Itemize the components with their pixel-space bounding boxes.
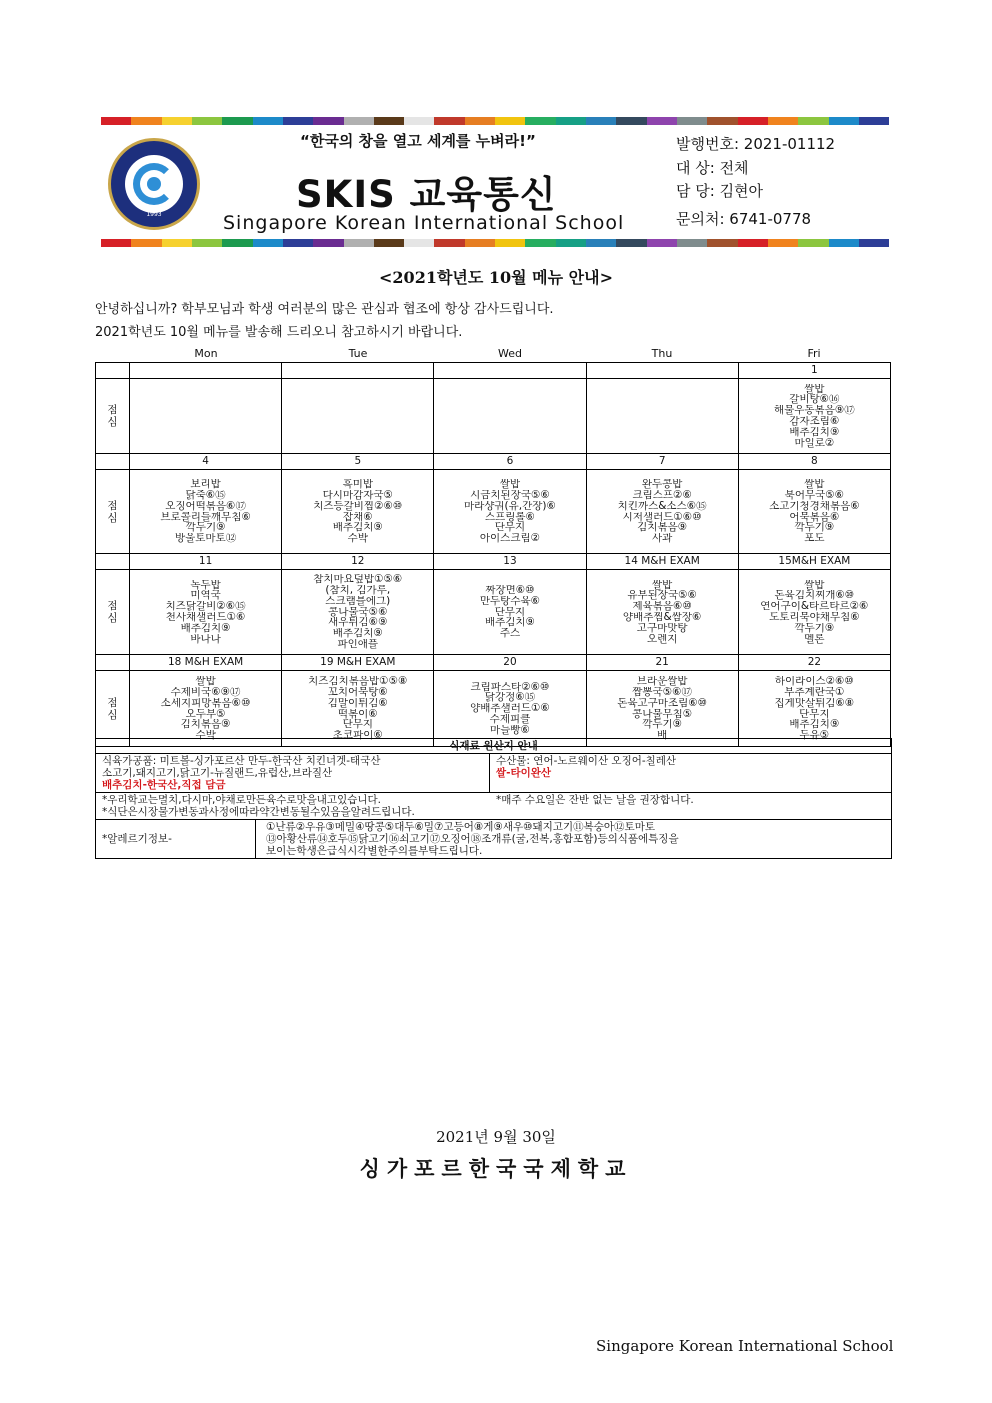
origin-kimchi: 배추김치-한국산,직접 담금 (102, 779, 226, 791)
weekday-label: Tue (348, 347, 368, 360)
menu-item: 깍두기⑨ (794, 622, 835, 634)
weekday-header (130, 347, 890, 360)
menu-cell (738, 671, 890, 747)
menu-cell (434, 379, 586, 454)
menu-item: 아이스크림② (479, 533, 541, 544)
menu-item: 배추김치⑨ (180, 622, 231, 634)
menu-item: 단무지 (494, 522, 526, 534)
menu-cell (738, 379, 890, 454)
stripe-segment (101, 117, 131, 125)
note-broth: *우리학교는멸치,다시마,야채로만든육수로맛을내고있습니다. (102, 794, 381, 806)
stripe-segment (101, 239, 131, 247)
menu-item: 돈육김치찌개⑥⑩ (774, 590, 855, 602)
date-cell: 5 (282, 454, 434, 470)
stripe-segment (768, 239, 798, 247)
note-no-leftovers: *매주 수요일은 잔반 없는 날을 권장합니다. (496, 794, 694, 806)
menu-item: 스크램블에그) (325, 595, 391, 607)
intro-line: 안녕하십니까? 학부모님과 학생 여러분의 많은 관심과 협조에 항상 감사드립니다. (95, 302, 554, 317)
date-cell: 4 (130, 454, 282, 470)
menu-item: 스프링롤⑥ (484, 511, 535, 523)
menu-item: 짬뽕국⑤⑥⑰ (632, 686, 693, 698)
menu-item: 참치마요덮밥①⑤⑥ (313, 574, 403, 585)
stripe-segment (647, 117, 677, 125)
menu-item: 보리밥 (190, 479, 221, 490)
menu-item: 깍두기⑨ (642, 719, 683, 731)
date-cell (130, 363, 282, 379)
menu-item: 만두탕수육⑥ (479, 595, 541, 607)
menu-table (95, 362, 891, 747)
stripe-segment (586, 117, 616, 125)
menu-item: 깍두기⑨ (794, 522, 835, 534)
menu-item: (참치, 김가루, (325, 585, 391, 596)
stripe-segment (616, 239, 646, 247)
menu-item: 마일로② (794, 437, 835, 449)
menu-cell (434, 671, 586, 747)
stripe-segment (738, 117, 768, 125)
menu-item: 마라샹궈(유,간장)⑥ (463, 500, 556, 512)
school-name-en: Singapore Korean International School (223, 212, 625, 234)
stripe-segment (647, 239, 677, 247)
stripe-segment (344, 239, 374, 247)
menu-item: 김치볶음⑨ (637, 522, 688, 534)
origin-title: 식재료 원산지 안내 (96, 739, 892, 754)
menu-item: 수박 (347, 533, 368, 544)
label-spacer (96, 655, 130, 671)
stripe-segment (162, 117, 192, 125)
stripe-segment (404, 117, 434, 125)
menu-item: 연어구이&타르타르②⑥ (760, 601, 869, 612)
menu-item: 제육볶음⑥⑩ (632, 601, 692, 612)
origin-line: 수산물: 연어-노르웨이산 오징어-칠레산 (496, 755, 677, 767)
menu-item: 쌀밥 (804, 579, 825, 591)
allergy-info (256, 820, 892, 859)
stripe-segment (344, 117, 374, 125)
stripe-segment (222, 117, 252, 125)
menu-item: 소고기청경채볶음⑥ (769, 500, 860, 512)
meal-label: 점 심 (96, 671, 130, 747)
menu-item: 시저샐러드①⑥⑩ (622, 511, 702, 523)
stripe-segment (192, 239, 222, 247)
origin-line: 소고기,돼지고기,닭고기-뉴질랜드,유럽산,브라질산 (102, 767, 333, 779)
header-color-stripe-bottom (101, 239, 889, 247)
stripe-segment (556, 239, 586, 247)
origin-rice: 쌀-타이완산 (496, 767, 552, 779)
menu-item: 단무지 (799, 708, 830, 720)
origin-meat (96, 754, 490, 793)
menu-cell (586, 671, 738, 747)
stripe-segment (434, 239, 464, 247)
menu-item: 쌀밥 (804, 479, 825, 490)
menu-cell (738, 570, 890, 655)
menu-item: 떡볶이⑥ (337, 708, 378, 720)
stripe-segment (677, 117, 707, 125)
weekday-label: Wed (498, 347, 522, 360)
allergy-line: ⑬아황산류⑭호두⑮닭고기⑯쇠고기⑰오징어⑱조개류(굴,전복,홍합포함)등의식품에특징을 (266, 833, 679, 845)
date-cell: 21 (586, 655, 738, 671)
stripe-segment (829, 117, 859, 125)
menu-item: 치즈김치볶음밥①⑤⑧ (308, 676, 408, 687)
menu-item: 새우튀김⑥⑨ (328, 617, 388, 629)
label-spacer (96, 554, 130, 570)
menu-item: 고구마맛탕 (636, 622, 688, 634)
menu-item: 시금치된장국⑤⑥ (470, 489, 550, 501)
menu-cell (130, 570, 282, 655)
intro-line: 2021학년도 10월 메뉴를 발송해 드리오니 참고하시기 바랍니다. (95, 325, 463, 340)
menu-item: 배추김치⑨ (332, 628, 383, 639)
menu-item: 김치볶음⑨ (180, 719, 231, 731)
menu-item: 파인애플 (337, 638, 379, 650)
menu-item: 유부된장국⑤⑥ (627, 590, 697, 602)
menu-item: 흑미밥 (342, 479, 373, 490)
allergy-line: ①난류②우유③메밀④땅콩⑤대두⑥밀⑦고등어⑧게⑨새우⑩돼지고기⑪복숭아⑫토마토 (266, 821, 655, 833)
meal-label: 점 심 (96, 470, 130, 554)
school-logo (108, 138, 200, 230)
menu-item: 김말이튀김⑥ (327, 697, 388, 709)
menu-item: 브라운쌀밥 (636, 676, 688, 687)
menu-item: 깍두기⑨ (185, 522, 226, 534)
menu-item: 배추김치⑨ (789, 426, 840, 438)
stripe-segment (495, 117, 525, 125)
stripe-segment (525, 239, 555, 247)
menu-item: 완두콩밥 (641, 479, 683, 490)
origin-info-table (95, 738, 892, 859)
menu-item: 수제비국⑥⑨⑰ (170, 686, 241, 698)
menu-item: 미역국 (190, 590, 221, 602)
menu-item: 닭강정⑥⑮ (484, 692, 536, 704)
menu-item: 단무지 (494, 606, 526, 618)
stripe-segment (525, 117, 555, 125)
stripe-segment (707, 117, 737, 125)
menu-item: 감자조림⑥ (789, 416, 840, 427)
menu-item: 닭죽⑥⑮ (185, 489, 226, 501)
menu-item: 부추계란국① (784, 686, 845, 698)
menu-item: 천사채샐러드①⑥ (165, 612, 246, 623)
date-cell (282, 363, 434, 379)
menu-item: 수박 (195, 730, 216, 741)
stripe-segment (313, 117, 343, 125)
contact-person: 담 당: 김현아 (676, 182, 764, 200)
menu-cell (586, 570, 738, 655)
menu-item: 다시마감자국⑤ (322, 489, 393, 501)
menu-cell (282, 470, 434, 554)
allergy-line: 보이는학생은급식시각별한주의를부탁드립니다. (266, 845, 483, 857)
stripe-segment (586, 239, 616, 247)
date-cell: 22 (738, 655, 890, 671)
menu-item: 치킨까스&소스⑥⑮ (617, 500, 707, 512)
meal-label: 점 심 (96, 570, 130, 655)
date-cell: 1 (738, 363, 890, 379)
menu-item: 어묵볶음⑥ (789, 511, 840, 523)
newsletter-title: SKIS 교육통신 (296, 173, 557, 216)
menu-item: 소세지피망볶음⑥⑩ (160, 697, 251, 709)
menu-item: 초코파이⑥ (332, 730, 383, 741)
origin-seafood (490, 754, 892, 793)
phone-number: 문의처: 6741-0778 (676, 210, 812, 228)
menu-item: 두유⑤ (799, 730, 830, 741)
menu-item: 배 (657, 730, 668, 741)
date-cell: 18 M&H EXAM (130, 655, 282, 671)
stripe-segment (616, 117, 646, 125)
origin-line: 식육가공품: 미트볼-싱가포르산 만두-한국산 치킨너겟-태국산 (102, 755, 381, 767)
date-cell: 20 (434, 655, 586, 671)
menu-item: 갈비탕⑥⑯ (789, 394, 840, 406)
menu-item: 양배추찜&쌈장⑥ (622, 612, 702, 623)
menu-item: 수제피클 (489, 713, 531, 725)
stripe-segment (859, 117, 889, 125)
menu-item: 녹두밥 (190, 579, 221, 591)
date-cell: 8 (738, 454, 890, 470)
menu-item: 짜장면⑥⑩ (485, 585, 535, 596)
stripe-segment (798, 117, 828, 125)
weekday-label: Thu (651, 347, 673, 360)
menu-cell (738, 470, 890, 554)
menu-item: 주스 (499, 628, 521, 639)
menu-item: 잡채⑥ (342, 511, 373, 523)
menu-cell (586, 379, 738, 454)
menu-item: 단무지 (342, 719, 373, 731)
menu-item: 콩나물무침⑤ (632, 708, 693, 720)
menu-item: 치즈등갈비찜②⑥⑩ (313, 500, 403, 512)
menu-cell (130, 671, 282, 747)
menu-item: 배추김치⑨ (484, 617, 535, 629)
menu-item: 사과 (652, 533, 673, 544)
stripe-segment (404, 239, 434, 247)
weekday-label: Mon (194, 347, 218, 360)
stripe-segment (192, 117, 222, 125)
stripe-segment (768, 117, 798, 125)
stripe-segment (253, 239, 283, 247)
footer-school-name: Singapore Korean International School (596, 1337, 894, 1355)
menu-item: 양배추샐러드①⑥ (470, 703, 550, 714)
stripe-segment (829, 239, 859, 247)
stripe-segment (283, 239, 313, 247)
menu-item: 돈육고구마조림⑥⑩ (617, 697, 708, 709)
date-cell: 12 (282, 554, 434, 570)
date-cell: 7 (586, 454, 738, 470)
meal-label: 점 심 (96, 379, 130, 454)
issue-number: 발행번호: 2021-01112 (676, 135, 836, 153)
stripe-segment (556, 117, 586, 125)
menu-item: 도토리묵야채무침⑥ (769, 612, 860, 623)
stripe-segment (222, 239, 252, 247)
label-spacer (96, 363, 130, 379)
menu-item: 마늘빵⑥ (490, 724, 530, 736)
menu-item: 멜론 (804, 633, 825, 645)
stripe-segment (374, 239, 404, 247)
note-menu-change: *식단은시장물가변동과사정에따라약간변동될수있음을알려드립니다. (102, 806, 415, 818)
menu-item: 오렌지 (646, 633, 678, 645)
menu-cell (130, 379, 282, 454)
stripe-segment (465, 117, 495, 125)
menu-item: 오두부⑤ (185, 708, 226, 720)
menu-item: 쌀밥 (652, 579, 673, 591)
stripe-segment (495, 239, 525, 247)
menu-item: 꼬치어묵탕⑥ (327, 686, 388, 698)
stripe-segment (313, 239, 343, 247)
notes-cell (96, 793, 892, 820)
menu-item: 쌀밥 (499, 479, 521, 490)
date-cell: 6 (434, 454, 586, 470)
label-spacer (96, 454, 130, 470)
menu-cell (130, 470, 282, 554)
menu-item: 하이라이스②⑥⑩ (774, 676, 854, 687)
menu-item: 쌀밥 (804, 383, 825, 395)
menu-item: 바나나 (190, 633, 221, 645)
menu-item: 방울토마토⑫ (174, 533, 237, 544)
menu-item: 배추김치⑨ (789, 719, 840, 731)
stripe-segment (162, 239, 192, 247)
logo-year: 1993 (146, 211, 162, 218)
menu-cell (282, 379, 434, 454)
stripe-segment (131, 239, 161, 247)
menu-item: 브로콜리들깨무침⑥ (160, 511, 251, 523)
menu-item: 크림파스타②⑥⑩ (470, 681, 550, 693)
header-color-stripe-top (101, 117, 889, 125)
school-name-ko: 싱가포르한국국제학교 (359, 1156, 633, 1181)
menu-item: 쌀밥 (195, 676, 216, 687)
target-audience: 대 상: 전체 (676, 159, 749, 177)
menu-item: 오징어떡볶음⑥⑰ (165, 500, 246, 512)
menu-item: 해물우동볶음⑨⑰ (773, 405, 855, 416)
menu-item: 콩나물국⑤⑥ (328, 606, 388, 618)
issue-date: 2021년 9월 30일 (436, 1128, 556, 1146)
menu-cell (434, 470, 586, 554)
date-cell (586, 363, 738, 379)
date-cell: 14 M&H EXAM (586, 554, 738, 570)
date-cell: 15M&H EXAM (738, 554, 890, 570)
menu-item: 집게맛살튀김⑥⑧ (774, 697, 855, 709)
menu-item: 크림스프②⑥ (632, 489, 692, 501)
stripe-segment (253, 117, 283, 125)
stripe-segment (677, 239, 707, 247)
date-cell: 11 (130, 554, 282, 570)
weekday-label: Fri (807, 347, 821, 360)
stripe-segment (707, 239, 737, 247)
menu-item: 배추김치⑨ (332, 522, 383, 534)
menu-cell (586, 470, 738, 554)
date-cell: 19 M&H EXAM (282, 655, 434, 671)
menu-cell (282, 570, 434, 655)
stripe-segment (465, 239, 495, 247)
menu-cell (282, 671, 434, 747)
stripe-segment (434, 117, 464, 125)
motto: “한국의 창을 열고 세계를 누벼라!” (300, 132, 536, 150)
stripe-segment (283, 117, 313, 125)
menu-item: 포도 (804, 533, 825, 544)
stripe-segment (374, 117, 404, 125)
stripe-segment (859, 239, 889, 247)
document-title: <2021학년도 10월 메뉴 안내> (379, 268, 613, 287)
date-cell: 13 (434, 554, 586, 570)
menu-cell (434, 570, 586, 655)
stripe-segment (738, 239, 768, 247)
allergy-label: *알레르기정보- (96, 820, 256, 859)
menu-item: 치즈닭갈비②⑥⑮ (165, 601, 246, 612)
date-cell (434, 363, 586, 379)
stripe-segment (798, 239, 828, 247)
stripe-segment (131, 117, 161, 125)
menu-item: 북어무국⑤⑥ (784, 489, 845, 501)
